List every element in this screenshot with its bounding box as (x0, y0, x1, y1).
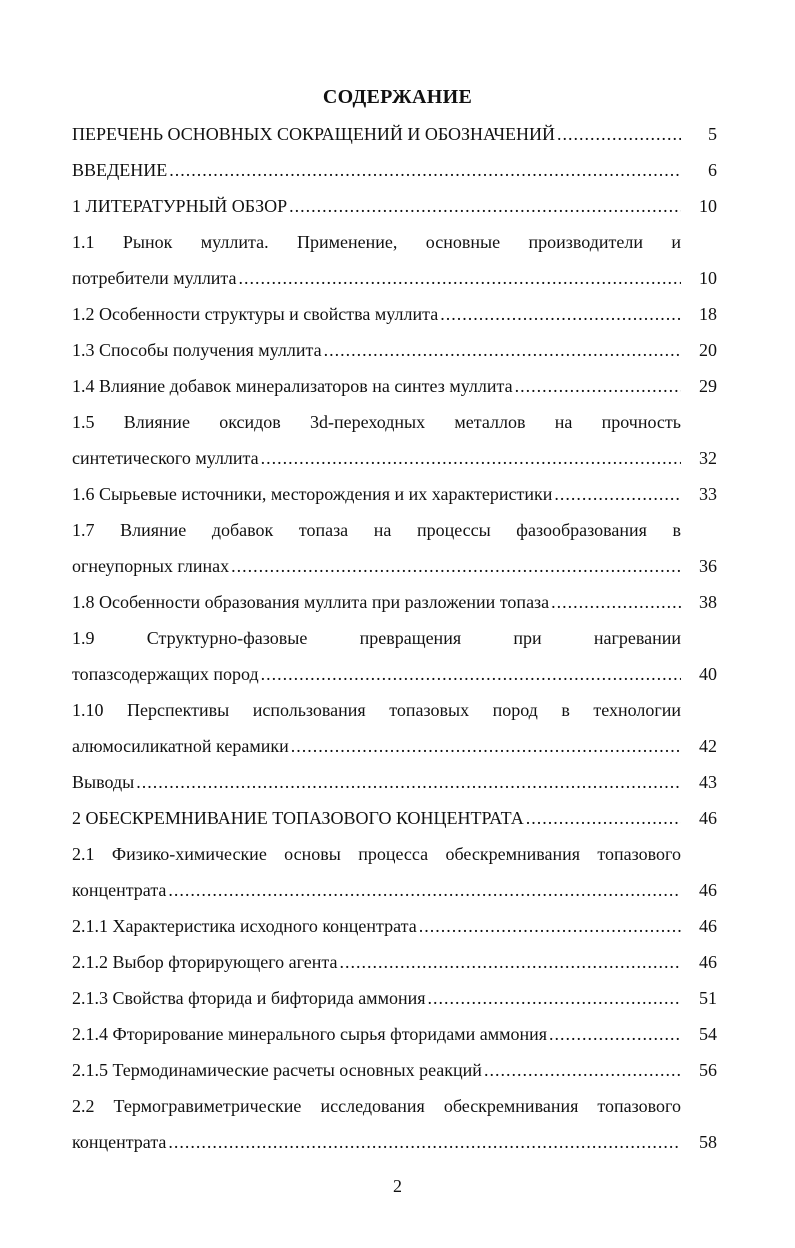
toc-entry[interactable] (72, 764, 717, 800)
toc-entry-title: Выводы (72, 772, 135, 792)
toc-entry-line (72, 476, 717, 512)
dot-leader (169, 152, 681, 188)
toc-entry[interactable] (72, 584, 717, 620)
toc-entry-title: 1.8 Особенности образования муллита при разложении топаза (72, 592, 550, 612)
toc-entry-page: 54 (699, 1024, 717, 1044)
toc-entry-page: 36 (699, 556, 717, 576)
toc-entry[interactable] (72, 368, 717, 404)
toc-heading: СОДЕРЖАНИЕ (322, 86, 473, 108)
toc-entry-line (72, 260, 717, 296)
toc-entry-title: 1 ЛИТЕРАТУРНЫЙ ОБЗОР (72, 196, 288, 216)
toc-entry-page: 58 (699, 1132, 717, 1152)
toc-entry[interactable] (72, 620, 717, 692)
toc-entry-line (72, 548, 717, 584)
dot-leader (484, 1052, 681, 1088)
toc-entry-title: 2.1.2 Выбор фторирующего агента (72, 952, 338, 972)
dot-leader (557, 116, 681, 152)
dot-leader (289, 188, 681, 224)
dot-leader (428, 980, 681, 1016)
dot-leader (231, 548, 681, 584)
toc-entry-page: 5 (708, 124, 717, 144)
toc-entry[interactable] (72, 152, 717, 188)
dot-leader (324, 332, 681, 368)
dot-leader (340, 944, 681, 980)
toc-entry-title: синтетического муллита (72, 448, 259, 468)
toc-entry-title: 2.1.5 Термодинамические расчеты основных реакций (72, 1060, 482, 1080)
toc-entry-line (72, 764, 717, 800)
dot-leader (168, 1124, 681, 1160)
toc-entry-title: 1.3 Способы получения муллита (72, 340, 322, 360)
toc-entry-title: ВВЕДЕНИЕ (72, 160, 168, 180)
dot-leader (551, 584, 681, 620)
dot-leader (239, 260, 681, 296)
toc-entry-title: 2.1.3 Свойства фторида и бифторида аммония (72, 988, 426, 1008)
toc-entry[interactable] (72, 836, 717, 908)
toc-entry-page: 18 (699, 304, 717, 324)
toc-entry-title: 2.1.4 Фторирование минерального сырья фторидами аммония (72, 1024, 548, 1044)
toc-entry-page: 6 (708, 160, 717, 180)
dot-leader (526, 800, 681, 836)
toc-entry-title: концентрата (72, 1132, 167, 1152)
toc-entry-title: 1.4 Влияние добавок минерализаторов на синтез муллита (72, 376, 513, 396)
toc-entry-line (72, 152, 717, 188)
toc-entry-first-line: 1.1 Рынок муллита. Применение, основные производители и (72, 232, 681, 252)
toc-entry-line (72, 1052, 717, 1088)
toc-entry-page: 46 (699, 916, 717, 936)
toc-entry-page: 10 (699, 196, 717, 216)
toc-entry-line (72, 440, 717, 476)
toc-entry-title: ПЕРЕЧЕНЬ ОСНОВНЫХ СОКРАЩЕНИЙ И ОБОЗНАЧЕНИЙ (72, 124, 556, 144)
toc-entry-page: 29 (699, 376, 717, 396)
toc-entry[interactable] (72, 296, 717, 332)
dot-leader (261, 656, 681, 692)
toc-entry-title: огнеупорных глинах (72, 556, 230, 576)
toc-entry-first-line: 1.10 Перспективы использования топазовых пород в технологии (72, 700, 681, 720)
toc-entry-page: 46 (699, 952, 717, 972)
toc-entry[interactable] (72, 944, 717, 980)
toc-entry[interactable] (72, 476, 717, 512)
toc-entry-title: 2 ОБЕСКРЕМНИВАНИЕ ТОПАЗОВОГО КОНЦЕНТРАТА (72, 808, 524, 828)
toc-entry-title: 2.1.1 Характеристика исходного концентрата (72, 916, 417, 936)
dot-leader (261, 440, 681, 476)
toc-entry-title: алюмосиликатной керамики (72, 736, 289, 756)
toc-entry-page: 51 (699, 988, 717, 1008)
toc-entry[interactable] (72, 188, 717, 224)
page-number: 2 (393, 1176, 402, 1196)
dot-leader (136, 764, 681, 800)
dot-leader (549, 1016, 681, 1052)
toc-entry-title: потребители муллита (72, 268, 237, 288)
toc-entry-first-line: 1.5 Влияние оксидов 3d-переходных металлов на прочность (72, 412, 681, 432)
toc-entry[interactable] (72, 1016, 717, 1052)
toc-entry[interactable] (72, 1052, 717, 1088)
toc-entry-line (72, 656, 717, 692)
toc-entry-line (72, 872, 717, 908)
toc-entry-page: 46 (699, 880, 717, 900)
toc-entry-line (72, 800, 717, 836)
toc-entry[interactable] (72, 980, 717, 1016)
toc-entry-line (72, 368, 717, 404)
toc-entry-line (72, 944, 717, 980)
toc-entry[interactable] (72, 404, 717, 476)
toc-entry-line (72, 908, 717, 944)
toc-entry-first-line: 1.9 Структурно-фазовые превращения при нагревании (72, 628, 681, 648)
toc-entry-page: 46 (699, 808, 717, 828)
dot-leader (515, 368, 681, 404)
toc-entry-page: 32 (699, 448, 717, 468)
toc-entry-title: топазсодержащих пород (72, 664, 259, 684)
toc-entry-line (72, 1124, 717, 1160)
toc-entry-page: 20 (699, 340, 717, 360)
dot-leader (291, 728, 681, 764)
toc-entry-line (72, 980, 717, 1016)
toc-entry-title: 1.2 Особенности структуры и свойства муллита (72, 304, 439, 324)
toc-entry-title: 1.6 Сырьевые источники, месторождения и их характеристики (72, 484, 553, 504)
dot-leader (440, 296, 681, 332)
toc-entry-first-line: 2.2 Термогравиметрические исследования обескремнивания топазового (72, 1096, 681, 1116)
toc-entry[interactable] (72, 692, 717, 764)
toc-entry-first-line: 1.7 Влияние добавок топаза на процессы фазообразования в (72, 520, 681, 540)
toc-entry[interactable] (72, 800, 717, 836)
toc-entry-page: 38 (699, 592, 717, 612)
toc-entry-line (72, 728, 717, 764)
toc-entry-title: концентрата (72, 880, 167, 900)
toc-entry-line (72, 296, 717, 332)
toc-entry-page: 42 (699, 736, 717, 756)
toc-entry-page: 56 (699, 1060, 717, 1080)
toc-entry-line (72, 116, 717, 152)
toc-entry-page: 43 (699, 772, 717, 792)
toc-entry-page: 10 (699, 268, 717, 288)
toc-entry-line (72, 584, 717, 620)
toc-entry-line (72, 332, 717, 368)
toc-entry-page: 40 (699, 664, 717, 684)
toc-entry[interactable] (72, 224, 717, 296)
dot-leader (554, 476, 681, 512)
dot-leader (419, 908, 681, 944)
toc-entry[interactable] (72, 332, 717, 368)
toc-entry[interactable] (72, 908, 717, 944)
toc-entry-line (72, 1016, 717, 1052)
toc-entry[interactable] (72, 512, 717, 584)
toc-entry-page: 33 (699, 484, 717, 504)
toc-entry-first-line: 2.1 Физико-химические основы процесса обескремнивания топазового (72, 844, 681, 864)
table-of-contents (72, 116, 717, 1160)
dot-leader (168, 872, 681, 908)
toc-entry[interactable] (72, 1088, 717, 1160)
toc-entry[interactable] (72, 116, 717, 152)
toc-entry-line (72, 188, 717, 224)
